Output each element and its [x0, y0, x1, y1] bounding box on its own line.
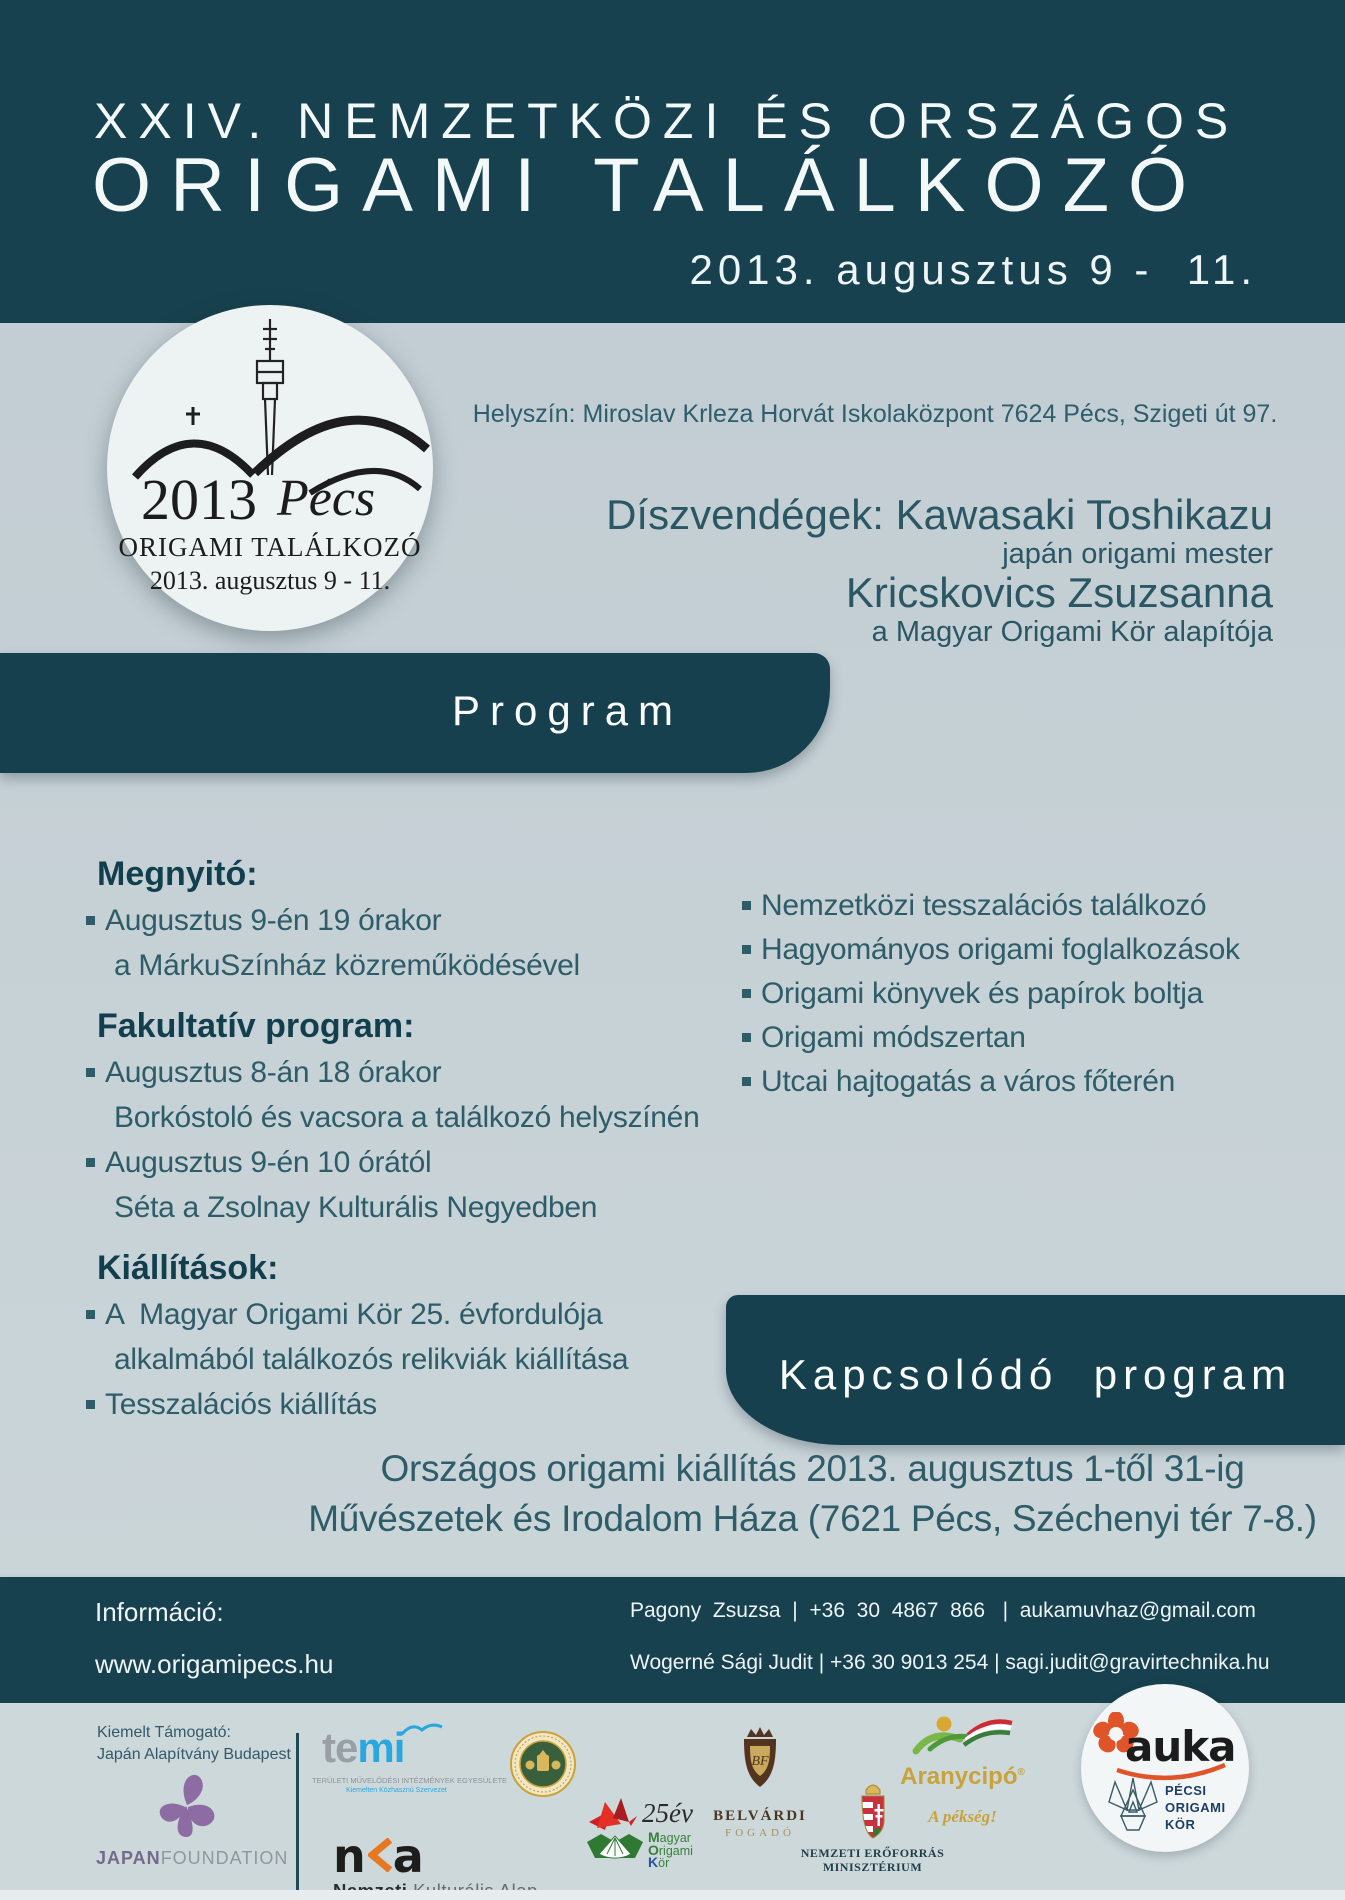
auka-pecsi-origami-kor-badge: [1081, 1684, 1249, 1852]
university-seal-icon: [510, 1731, 577, 1798]
program-line: alkalmából találkozós relikviák kiállítása: [114, 1343, 629, 1376]
program-line: Hagyományos origami foglalkozások: [742, 928, 1342, 972]
belvardi-fogado-logo: [712, 1725, 808, 1839]
auka-line-kor: KÖR: [1165, 1817, 1196, 1832]
related-banner-label: Kapcsolódó program: [778, 1351, 1293, 1398]
origami-crane-icon: [585, 1796, 649, 1872]
auka-caption: [1165, 1782, 1226, 1833]
info-label: Információ:: [95, 1597, 224, 1627]
program-line: Augusztus 8-án 18 órakor: [86, 1050, 766, 1095]
temi-logo: [312, 1724, 508, 1794]
program-banner: [0, 653, 830, 773]
square-bullet-icon: [86, 1158, 95, 1167]
related-line-1: Országos origami kiállítás 2013. augusztus 1-től 31-ig: [380, 1448, 1245, 1489]
baker-ribbon-icon: [908, 1715, 1018, 1761]
program-line: a MárkuSzínház közreműködésével: [114, 949, 580, 982]
logo-year: 2013: [141, 467, 257, 532]
guest-name-2: Kricskovics Zsuzsanna: [845, 569, 1273, 616]
svg-text:BF: BF: [751, 1754, 769, 1769]
logo-date: 2013. augusztus 9 - 11.: [149, 566, 391, 595]
square-bullet-icon: [86, 1310, 95, 1319]
aranycipo-name: Aranycipó®: [900, 1763, 1025, 1790]
program-line: Origami könyvek és papírok boltja: [742, 972, 1342, 1016]
mok-25-years: 25év: [642, 1798, 693, 1828]
nka-a: a: [392, 1829, 425, 1883]
nka-k-chevron-icon: [368, 1838, 392, 1872]
ministry-line-2: MINISZTÉRIUM: [822, 1860, 923, 1874]
japan-foundation-wordmark: [96, 1848, 288, 1869]
mok-line-kor: Kör: [648, 1854, 670, 1870]
program-line: A Magyar Origami Kör 25. évfordulója: [86, 1292, 766, 1337]
highlight-sponsor-line2: Japán Alapítvány Budapest: [97, 1746, 291, 1763]
brand-foundation: FOUNDATION: [160, 1848, 289, 1868]
magyar-origami-kor-logo: [585, 1796, 705, 1876]
poster-title-line1: XXIV. NEMZETKÖZI ÉS ORSZÁGOS: [94, 93, 1240, 149]
footer-divider: [296, 1733, 299, 1891]
aranycipo-logo: [900, 1715, 1025, 1827]
square-bullet-icon: [86, 1068, 95, 1077]
poster-title-line2: ORIGAMI TALÁLKOZÓ: [92, 143, 1207, 228]
registered-mark: ®: [1017, 1767, 1025, 1778]
auka-wordmark: auka: [1125, 1722, 1236, 1771]
shield-crown-icon: [733, 1725, 787, 1799]
square-bullet-icon: [742, 945, 751, 954]
program-line: Séta a Zsolnay Kulturális Negyedben: [114, 1191, 598, 1224]
poster-date: 2013. augusztus 9 - 11.: [689, 246, 1257, 293]
square-bullet-icon: [86, 1400, 95, 1409]
program-line: Augusztus 9-én 19 órakor: [86, 898, 766, 943]
program-line: Kiállítások:: [97, 1249, 279, 1287]
related-program-text: [280, 1444, 1345, 1544]
info-bar: [0, 1577, 1345, 1703]
program-line: Augusztus 9-én 10 órától: [86, 1140, 766, 1185]
program-line: Origami módszertan: [742, 1016, 1342, 1060]
guests-block: [606, 492, 1273, 648]
square-bullet-icon: [742, 1077, 751, 1086]
program-list-right: [742, 884, 1342, 1104]
hungarian-coat-of-arms-icon: [856, 1782, 890, 1846]
book-icon: [400, 1720, 444, 1736]
temi-mi: mi: [357, 1724, 405, 1771]
temi-caption-1: TERÜLETI MŰVELŐDÉSI INTÉZMÉNYEK EGYESÜLETE: [312, 1776, 508, 1785]
guest-title-1: japán origami mester: [1002, 538, 1273, 570]
japan-foundation-butterfly-icon: [150, 1768, 222, 1842]
temi-te: te: [322, 1724, 358, 1771]
program-line: Megnyitó:: [97, 855, 258, 893]
program-line: Tesszalációs kiállítás: [86, 1382, 766, 1427]
nka-n: n: [333, 1829, 367, 1883]
aranycipo-slogan: A pékség!: [928, 1807, 997, 1826]
program-banner-label: Program: [452, 687, 684, 734]
venue-line: Helyszín: Miroslav Krleza Horvát Iskolaközpont 7624 Pécs, Szigeti út 97.: [472, 400, 1278, 428]
program-line: Nemzetközi tesszalációs találkozó: [742, 884, 1342, 928]
guest-title-2: a Magyar Origami Kör alapítója: [871, 616, 1273, 648]
square-bullet-icon: [86, 916, 95, 925]
contact-line-2: Wogerné Sági Judit | +36 30 9013 254 | sagi.judit@gravirtechnika.hu: [630, 1651, 1270, 1674]
auka-line-pecsi: PÉCSI: [1165, 1783, 1207, 1798]
temi-caption-2: Kiemelten Közhasznú Szervezet: [346, 1787, 447, 1794]
ministry-line-1: NEMZETI ERŐFORRÁS: [800, 1846, 945, 1860]
related-line-2: Művészetek és Irodalom Háza (7621 Pécs, Széchenyi tér 7-8.): [308, 1498, 1317, 1539]
brand-japan: JAPAN: [96, 1848, 161, 1868]
related-program-banner: [726, 1295, 1345, 1445]
event-logo-badge: [105, 303, 435, 633]
auka-line-origami: ORIGAMI: [1165, 1800, 1226, 1815]
header-band: [0, 0, 1345, 323]
program-line: Borkóstoló és vacsora a találkozó helyszínén: [114, 1101, 700, 1134]
contact-line-1: Pagony Zsuzsa | +36 30 4867 866 | aukamuvhaz@gmail.com: [630, 1599, 1256, 1622]
square-bullet-icon: [742, 989, 751, 998]
bottom-strip: [0, 1890, 1345, 1900]
guest-name-1: Díszvendégek: Kawasaki Toshikazu: [606, 491, 1273, 538]
logo-city: Pécs: [277, 470, 376, 527]
program-list-left: [86, 836, 766, 1427]
highlight-sponsor-line1: Kiemelt Támogató:: [97, 1724, 231, 1741]
program-line: Utcai hajtogatás a város főterén: [742, 1060, 1342, 1104]
belvardi-name: BELVÁRDI: [713, 1808, 807, 1824]
mok-line-magyar: Magyar: [648, 1829, 691, 1845]
origami-tulip-icon: [1107, 1776, 1159, 1834]
website-url: www.origamipecs.hu: [95, 1649, 334, 1679]
logo-name: ORIGAMI TALÁLKOZÓ: [118, 532, 422, 562]
mok-line-origami: Origami: [648, 1841, 693, 1858]
square-bullet-icon: [742, 1033, 751, 1042]
belvardi-sub: FOGADÓ: [725, 1827, 795, 1839]
square-bullet-icon: [742, 901, 751, 910]
program-line: Fakultatív program:: [97, 1007, 415, 1045]
mok-wordmark: [648, 1829, 693, 1870]
